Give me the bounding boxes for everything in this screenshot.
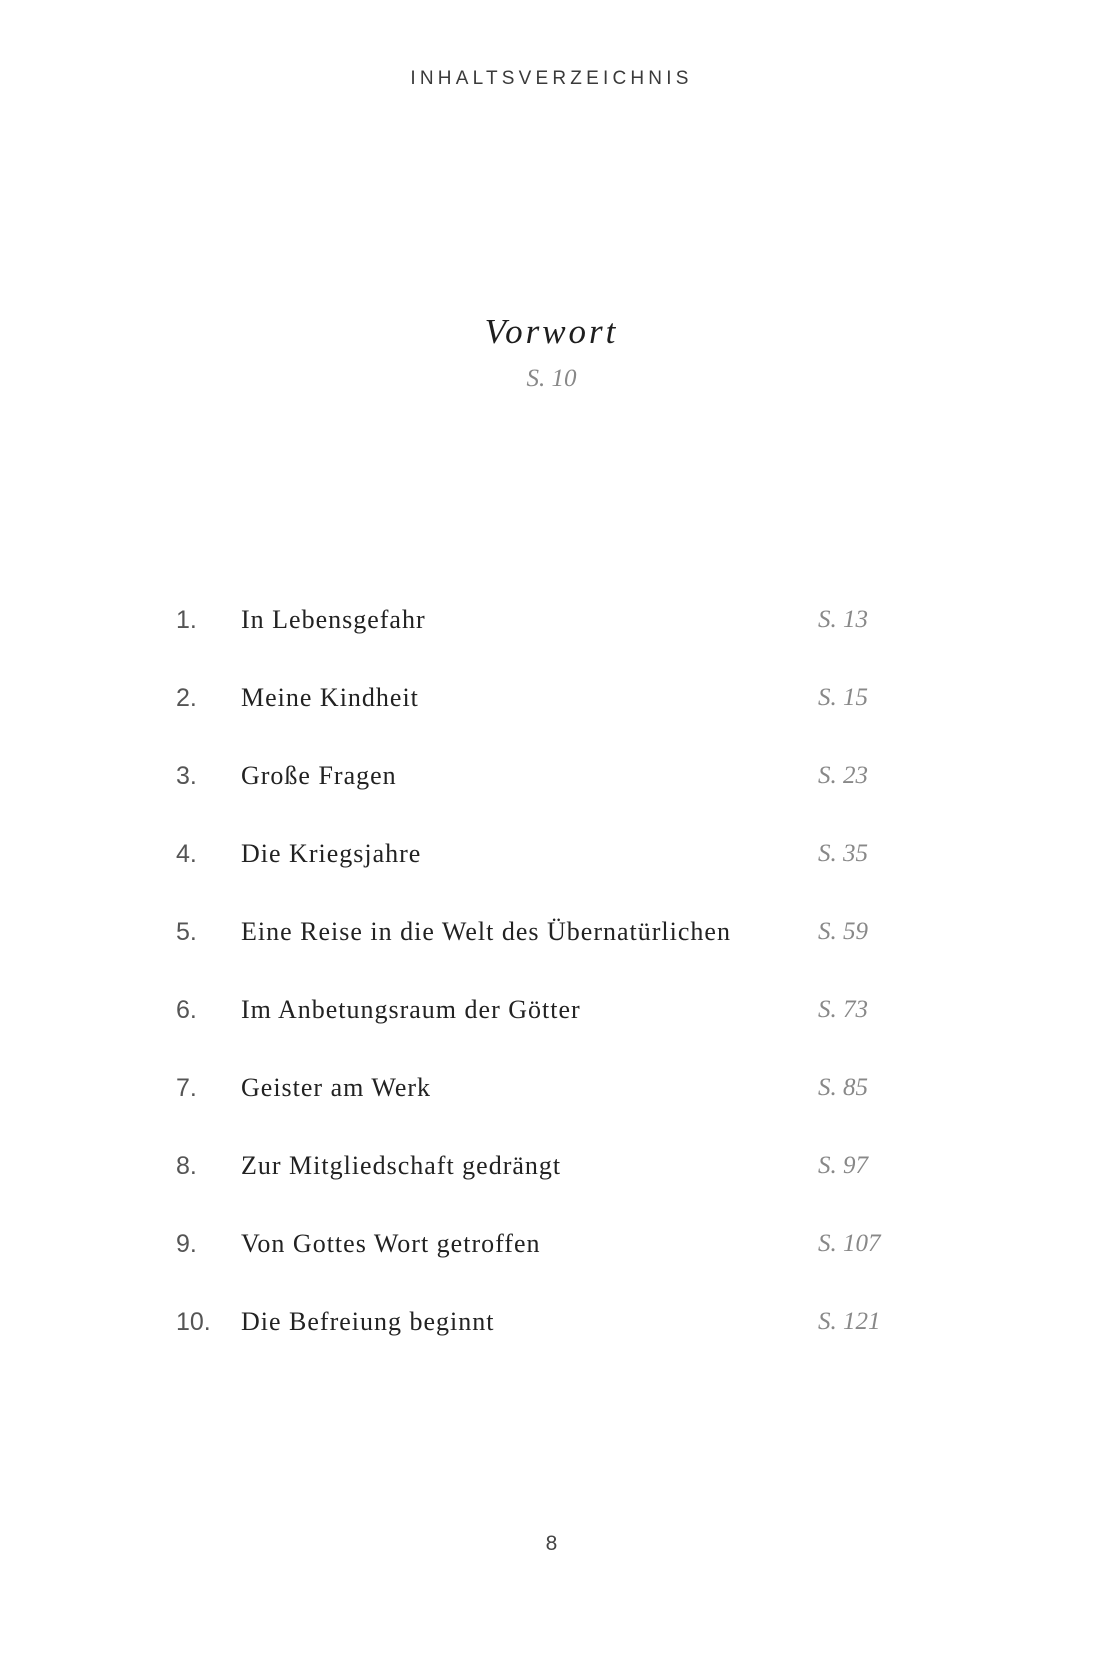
chapter-number: 10. — [176, 1308, 211, 1336]
chapter-number: 1. — [176, 606, 197, 634]
table-of-contents — [0, 604, 1103, 1384]
chapter-title: In Lebensgefahr — [241, 605, 426, 634]
chapter-title: Die Kriegsjahre — [241, 839, 422, 868]
chapter-page-number: S. 59 — [818, 918, 868, 945]
chapter-page-number: S. 15 — [818, 684, 868, 711]
toc-entry — [0, 1306, 1103, 1384]
chapter-page-number: S. 107 — [818, 1230, 881, 1257]
toc-entry — [0, 682, 1103, 760]
chapter-number: 7. — [176, 1074, 197, 1102]
chapter-page-number: S. 121 — [818, 1308, 881, 1335]
running-head: INHALTSVERZEICHNIS — [410, 68, 693, 89]
toc-entry — [0, 1072, 1103, 1150]
chapter-number: 2. — [176, 684, 197, 712]
chapter-title: Eine Reise in die Welt des Übernatürlichen — [241, 917, 731, 946]
chapter-title: Geister am Werk — [241, 1073, 432, 1102]
preface-entry — [0, 312, 1103, 394]
toc-entry — [0, 1150, 1103, 1228]
toc-entry — [0, 994, 1103, 1072]
toc-entry — [0, 604, 1103, 682]
chapter-page-number: S. 23 — [818, 762, 868, 789]
chapter-title: Von Gottes Wort getroffen — [241, 1229, 541, 1258]
chapter-title: Meine Kindheit — [241, 683, 419, 712]
toc-entry — [0, 1228, 1103, 1306]
chapter-page-number: S. 97 — [818, 1152, 868, 1179]
chapter-page-number: S. 73 — [818, 996, 868, 1023]
chapter-page-number: S. 13 — [818, 606, 868, 633]
chapter-title: Zur Mitgliedschaft gedrängt — [241, 1151, 562, 1180]
toc-entry — [0, 760, 1103, 838]
page-number: 8 — [545, 1532, 558, 1555]
chapter-page-number: S. 85 — [818, 1074, 868, 1101]
toc-entry — [0, 916, 1103, 994]
preface-page-number: S. 10 — [526, 365, 577, 392]
toc-entry — [0, 838, 1103, 916]
chapter-number: 8. — [176, 1152, 197, 1180]
chapter-number: 6. — [176, 996, 197, 1024]
chapter-number: 3. — [176, 762, 197, 790]
chapter-page-number: S. 35 — [818, 840, 868, 867]
chapter-number: 9. — [176, 1230, 197, 1258]
chapter-title: Im Anbetungsraum der Götter — [241, 995, 581, 1024]
preface-title: Vorwort — [484, 312, 619, 351]
chapter-number: 5. — [176, 918, 197, 946]
chapter-number: 4. — [176, 840, 197, 868]
chapter-title: Große Fragen — [241, 761, 397, 790]
chapter-title: Die Befreiung beginnt — [241, 1307, 495, 1336]
